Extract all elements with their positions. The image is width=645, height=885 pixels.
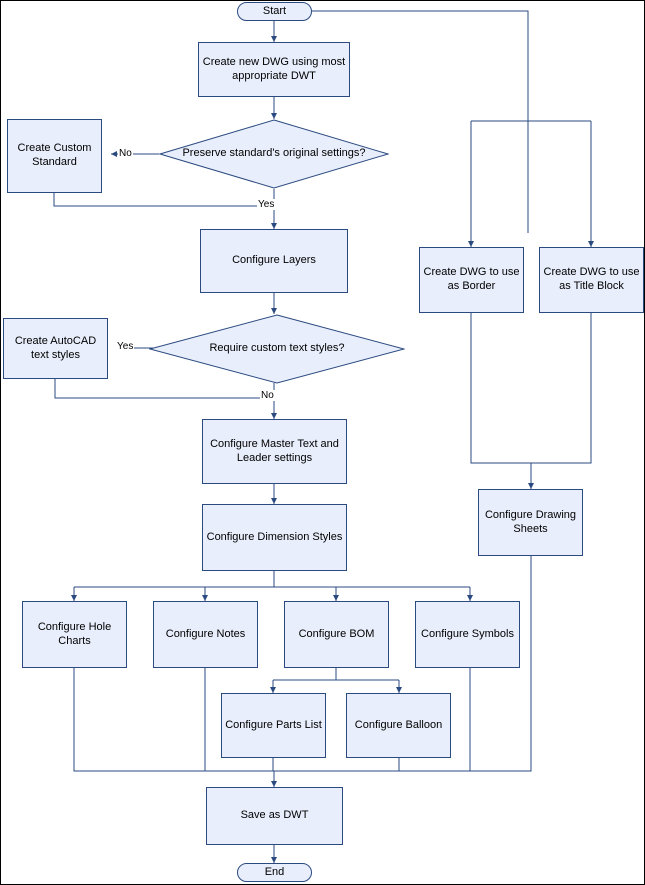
node-label: Configure Symbols <box>421 627 514 640</box>
node-configure-dimension-styles[interactable] <box>202 504 347 571</box>
node-label: Create DWG to use as Title Block <box>543 266 640 292</box>
node-configure-hole-charts[interactable] <box>22 601 127 668</box>
node-label: Create DWG to use as Border <box>423 266 520 292</box>
node-label: Start <box>262 4 287 17</box>
node-configure-parts-list[interactable] <box>221 693 326 758</box>
node-label: Configure Balloon <box>354 718 443 731</box>
node-configure-layers[interactable] <box>200 229 348 293</box>
node-create-dwg-title-block[interactable] <box>539 247 644 313</box>
node-label: Require custom text styles? <box>209 342 345 355</box>
node-label: Save as DWT <box>240 809 309 822</box>
edge-label-yes-text: Yes <box>117 341 134 352</box>
node-end[interactable] <box>237 863 312 882</box>
node-start[interactable] <box>237 2 312 21</box>
node-label: Configure BOM <box>298 627 375 640</box>
node-label: Configure Layers <box>232 254 316 267</box>
node-label: Preserve standard's original settings? <box>182 147 366 160</box>
node-create-dwg[interactable] <box>198 42 350 97</box>
node-label: Configure Dimension Styles <box>206 530 343 543</box>
node-label: Configure Master Text and Leader settings <box>210 437 339 464</box>
edge-label-yes-preserve: Yes <box>258 199 275 210</box>
node-configure-balloon[interactable] <box>346 693 451 758</box>
node-label: Create Custom Standard <box>17 142 92 168</box>
node-save-as-dwt[interactable] <box>206 787 343 845</box>
node-configure-bom[interactable] <box>284 601 389 668</box>
node-create-custom-standard[interactable] <box>7 119 102 193</box>
node-create-dwg-border[interactable] <box>419 247 524 313</box>
edge-label-no-text: No <box>261 390 274 401</box>
edge-label-no-preserve: No <box>119 148 132 159</box>
node-require-text-decision[interactable] <box>149 314 405 384</box>
node-label: End <box>264 865 285 878</box>
node-label: Create new DWG using most appropriate DWT <box>202 55 346 82</box>
node-label: Configure Drawing Sheets <box>484 508 577 535</box>
node-configure-master-text[interactable] <box>202 419 347 484</box>
node-configure-notes[interactable] <box>153 601 258 668</box>
node-label: Configure Notes <box>165 627 246 640</box>
node-preserve-decision[interactable] <box>159 119 389 189</box>
node-configure-symbols[interactable] <box>415 601 520 668</box>
node-label: Create AutoCAD text styles <box>14 334 97 361</box>
node-label: Configure Hole Charts <box>37 620 112 647</box>
node-label: Configure Parts List <box>225 718 322 731</box>
node-create-autocad-text-styles[interactable] <box>3 318 108 379</box>
node-configure-drawing-sheets[interactable] <box>478 489 583 556</box>
